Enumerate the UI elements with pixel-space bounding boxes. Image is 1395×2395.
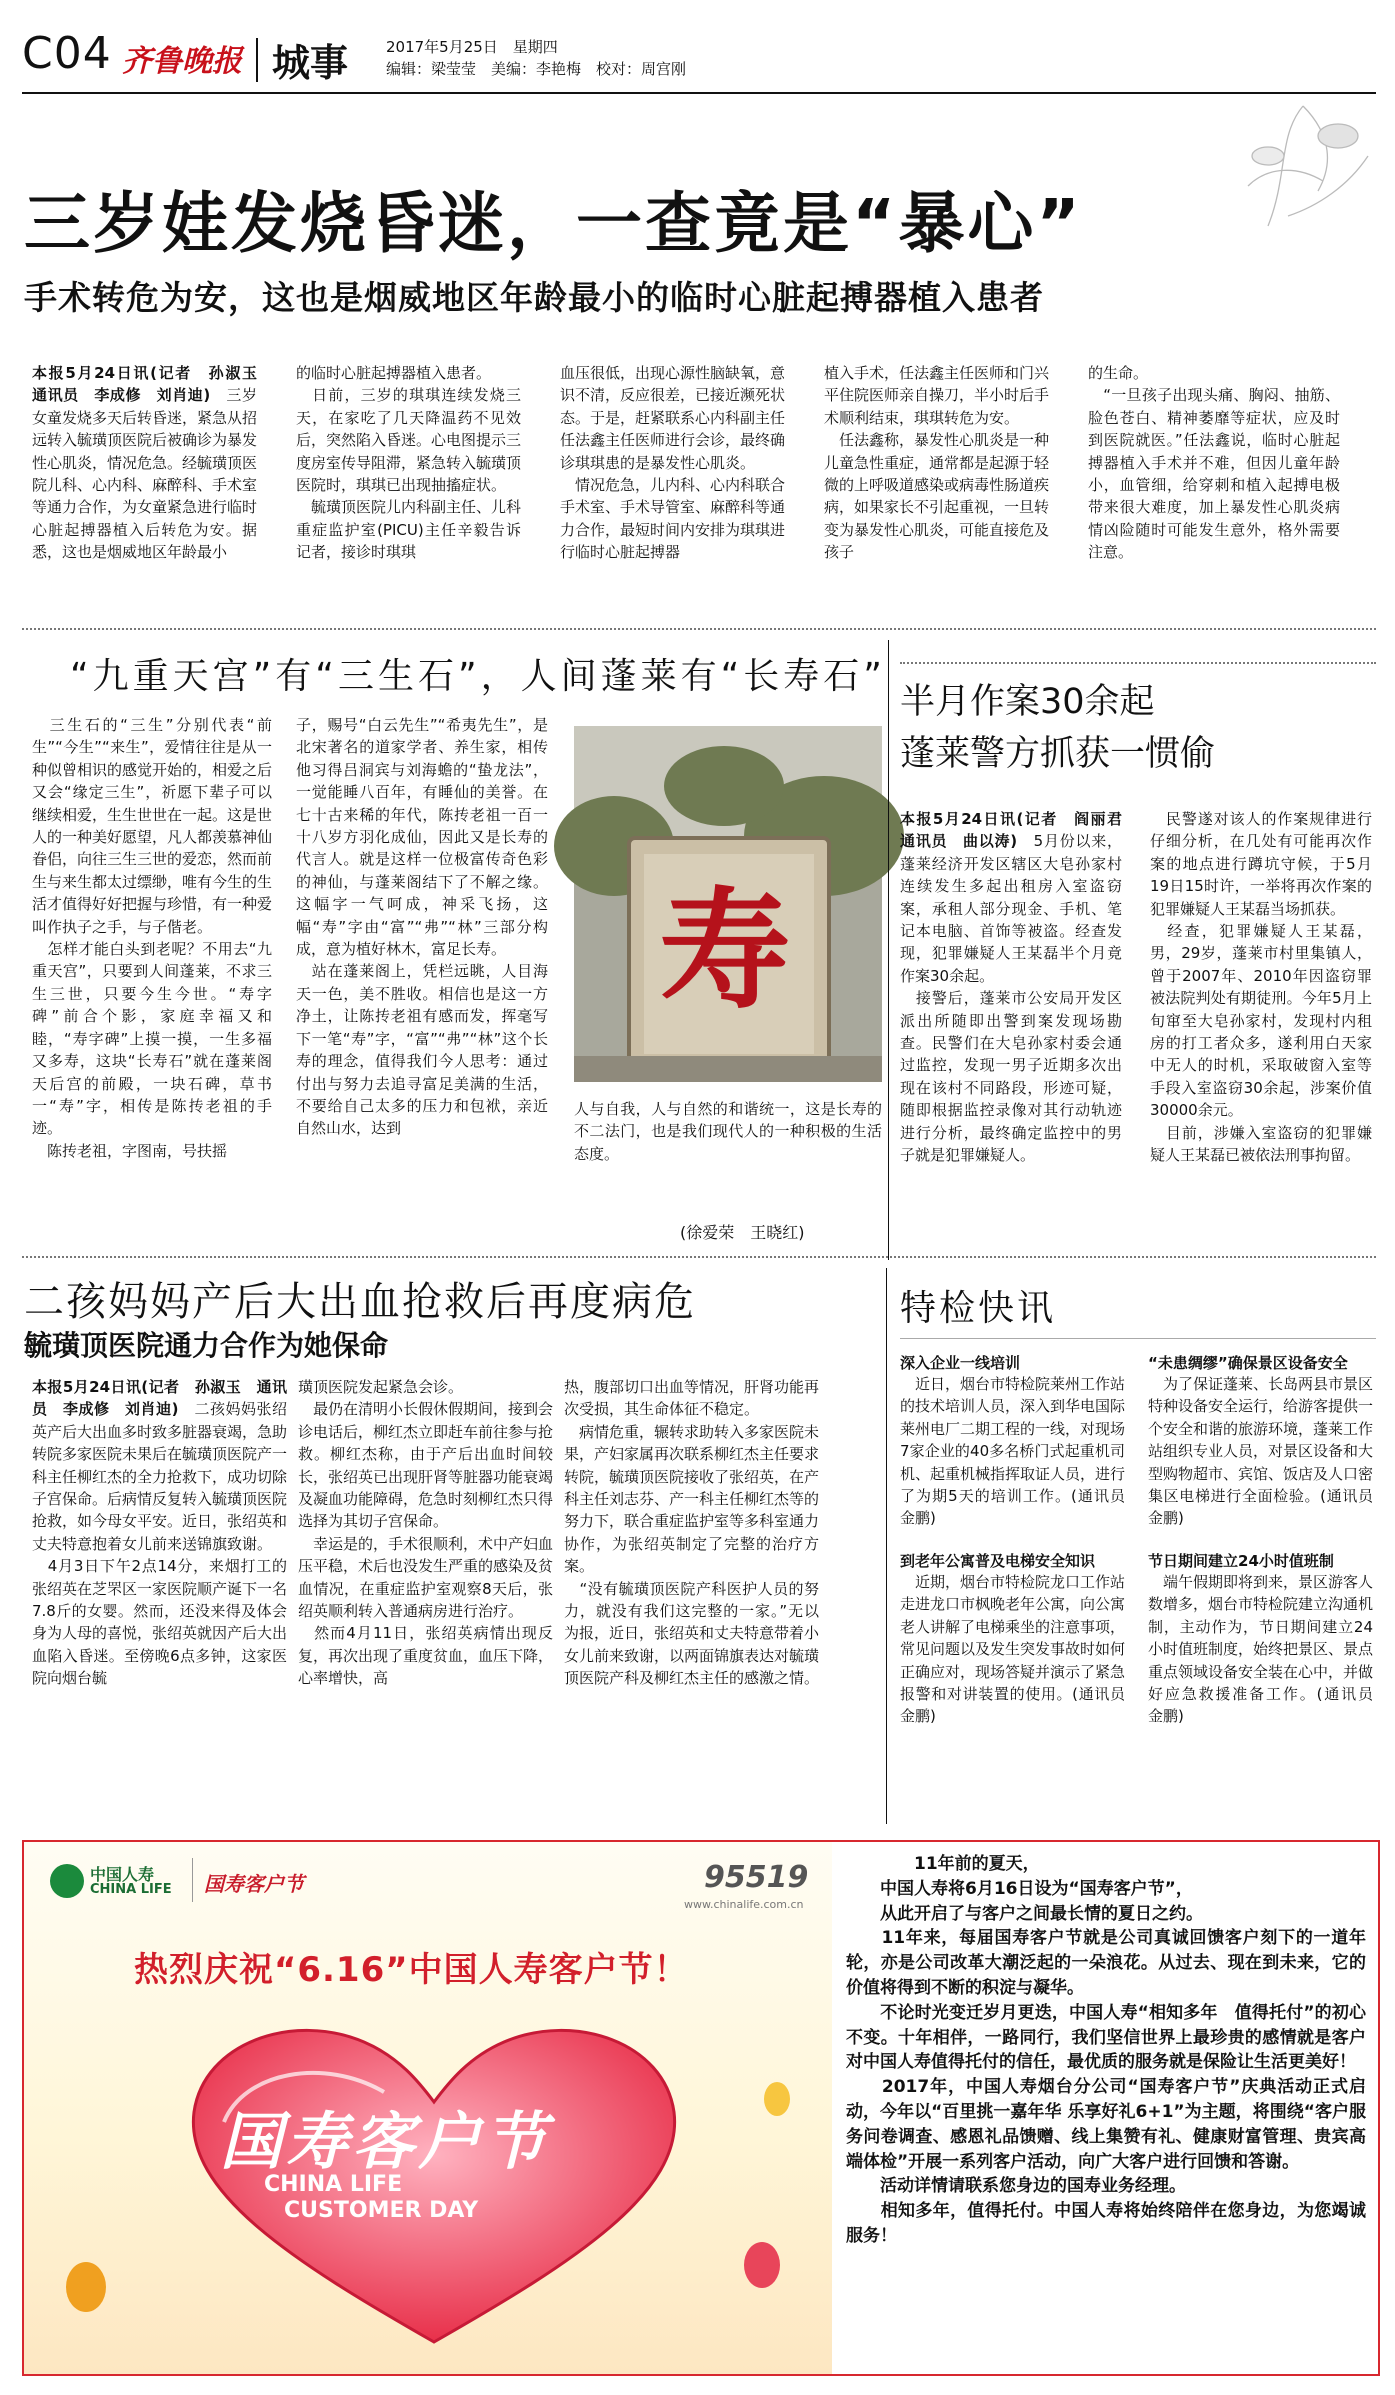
header-divider xyxy=(256,38,258,82)
briefs-item-2 xyxy=(900,1550,1141,1791)
section-name: 城事 xyxy=(272,41,349,85)
article3-col1 xyxy=(900,808,1138,1248)
article4-byline: 本报5月24日讯(记者 孙淑玉 通讯员 李成修 刘肖迪) xyxy=(32,1378,287,1419)
article4-col2: 璜顶医院发起紧急会诊。 最仍在清明小长假休假期间，接到会诊电话后，柳红杰立即赶车前往参与抢救。柳红杰称，由于产后出血时间较长，张绍英已出现肝肾等脏器功能衰竭及凝血功能障碍，危急时刻柳红杰只得选择为其切子宫保命。 幸运是的，手术很顺利，术中产妇血压平稳，术后也没发生严重的感染及贫血情况，在重症监护室观察8天后，张绍英顺利转入普通病房进行治疗。 然而4月11日，张绍英病情出现反复，再次出现了重度贫血，血压下降，心率增快，高 xyxy=(298,1378,554,1688)
china-life-logo-icon xyxy=(50,1864,84,1898)
article1-divider xyxy=(22,628,1376,630)
brief-title-2: 到老年公寓普及电梯安全知识 xyxy=(900,1552,1096,1570)
ad-graphic-panel xyxy=(24,1842,832,2374)
article1-byline: 本报5月24日讯(记者 孙淑玉 通讯员 李成修 刘肖迪) xyxy=(32,364,273,405)
ad-website: www.chinalife.com.cn xyxy=(684,1898,804,1911)
article3-top-rule xyxy=(900,662,1376,664)
ad-hotline: 95519 xyxy=(704,1860,809,1895)
article4-headline: 二孩妈妈产后大出血抢救后再度病危 xyxy=(24,1279,696,1325)
article4-col1 xyxy=(32,1376,287,1806)
brief-title-1: 深入企业一线培训 xyxy=(900,1354,1021,1372)
article4-col1-text: 二孩妈妈张绍英产后大出血多时致多脏器衰竭，急助转院多家医院未果后在毓璜顶医院产一科主任柳红杰的全力抢救下，成功切除子宫保命。后病情反复转入毓璜顶医院抢救，如今母女平安。近日，张绍英和丈夫特意抱着女儿前来送锦旗致谢。 4月3日下午2点14分，来烟打工的张绍英在芝罘区一家医院顺产诞下一名7.8斤的女婴。然而，还没来得及体会身为人母的喜悦，张绍英就因产后大出血陷入昏迷。至傍晚6点多钟，这家医院向烟台毓 xyxy=(32,1400,288,1688)
article3-byline: 本报5月24日讯(记者 阎丽君 通讯员 曲以涛) xyxy=(900,810,1138,851)
ad-fest-small: 国寿客户节 xyxy=(204,1872,304,1896)
article1-subheadline: 手术转危为安，这也是烟威地区年龄最小的临时心脏起搏器植入患者 xyxy=(24,278,1044,317)
article1-col2: 的临时心脏起搏器植入患者。 日前，三岁的琪琪连续发烧三天，在家吃了几天降温药不见效后，突然陷入昏迷。心电图提示三度房室传导阻滞，紧急转入毓璜顶医院时，琪琪已出现抽搐症状。 毓璜顶医院儿内科副主任、儿科重症监护室(PICU)主任辛毅告诉记者，接诊时琪琪 xyxy=(296,364,522,562)
brief-title-3: “未患绸缪”确保景区设备安全 xyxy=(1148,1354,1348,1372)
article1-col5: 的生命。 “一旦孩子出现头痛、胸闷、抽筋、脸色苍白、精神萎靡等症状，应及时到医院就医。”任法鑫说，临时心脏起搏器植入手术并不难，但因儿童年龄小，血管细，给穿刺和植入起搏电极带来很大难度，加上暴发性心肌炎病情凶险随时可能发生意外，格外需要注意。 xyxy=(1088,364,1340,562)
article1-headline: 三岁娃发烧昏迷，一查竟是“暴心” xyxy=(24,185,1083,262)
stone-character: 寿 xyxy=(660,874,791,1027)
ad-brand-en: CHINA LIFE xyxy=(90,1882,172,1897)
article2-col2: 子，赐号“白云先生”“希夷先生”，是北宋著名的道家学者、养生家，相传他习得吕洞宾与刘海蟾的“蛰龙法”，一觉能睡八百年，有睡仙的美誉。在七十古来稀的年代，陈抟老祖一百一十八岁方羽化成仙，因此又是长寿的代言人。就是这样一位极富传奇色彩的神仙，与蓬莱阁结下了不解之缘。这幅字一气呵成，神采飞扬，这幅“寿”字由“富”“弗”“林”三部分构成，意为植好林木，富足长寿。 站在蓬莱阁上，凭栏远眺，人目海天一色，美不胜收。相信也是这一方净土，让陈抟老祖有感而发，挥毫写下一笔“寿”字，“富”“弗”“林”这个长寿的理念，值得我们今人思考：通过付出与努力去追寻富足美满的生活，不要给自己太多的压力和包袱，亲近自然山水，达到 xyxy=(296,716,548,1138)
briefs-item-3 xyxy=(1148,1352,1389,1541)
article3-headline: 半月作案30余起 蓬莱警方抓获一惯偷 xyxy=(900,682,1216,774)
article5-rule xyxy=(900,1338,1376,1339)
article2-credit: (徐爱荣 王晓红) xyxy=(680,1223,805,1242)
article2-col1: 三生石的“三生”分别代表“前生”“今生”“来生”，爱情往往是从一种似曾相识的感觉开始的，相爱之后又会“缘定三生”，祈愿下辈子可以继续相爱，生生世世在一起。这是世人的一种美好愿望，凡人都羡慕神仙眷侣，向往三生三世的爱恋，然而前生与来生都太过缥缈，唯有今生的生活才值得好好把握与珍惜，有一种爱叫作执子之手，与子偕老。 怎样才能白头到老呢？不用去“九重天宫”，只要到人间蓬莱，不求三生三世，只要今生今世。“寿字碑”前合个影，家庭幸福又和睦，“寿字碑”上摸一摸，一生多福又多寿，这块“长寿石”就在蓬莱阁天后宫的前殿，一块石碑，草书一“寿”字，相传是陈抟老祖的手迹。 陈抟老祖，字图南，号扶摇 xyxy=(32,716,273,1160)
article3-col1-text: 5月份以来，蓬莱经济开发区辖区大皂孙家村连续发生多起出租房入室盗窃案，承租人部分现金、手机、笔记本电脑、首饰等被盗。经查发现，犯罪嫌疑人王某磊半个月竟作案30余起。 接警后，蓬莱市公安局开发区派出所随即出警到案发现场勘查。民警们在大皂孙家村委会通过监控，发现一男子近期多次出现在该村不同路段，形迹可疑，随即根据监控录像对其行动轨迹进行分析，最终确定监控中的男子就是犯罪嫌疑人。 xyxy=(900,832,1122,1165)
balloon-icon xyxy=(764,2082,790,2116)
article3-col2: 民警遂对该人的作案规律进行仔细分析，在几处有可能再次作案的地点进行蹲坑守候，于5月19日15时许，一举将再次作案的犯罪嫌疑人王某磊当场抓获。 经查，犯罪嫌疑人王某磊，男，29岁，蓬莱市村里集镇人，曾于2007年、2010年因盗窃罪被法院判处有期徒刑。今年5月上旬窜至大皂孙家村，发现村内租房的打工者众多，遂利用白天家中无人的时机，采取破窗入室等手段入室盗窃30余起，涉案价值30000余元。 目前，涉嫌入室盗窃的犯罪嫌疑人王某磊已被依法刑事拘留。 xyxy=(1150,810,1372,1165)
ad-body-text: 11年前的夏天， 中国人寿将6月16日设为“国寿客户节”， 从此开启了与客户之间最长情的夏日之约。 11年来，每届国寿客户节就是公司真诚回馈客户刻下的一道年轮，亦是公司改革大潮泛起的一朵浪花。从过去、现在到未来，它的价值将得到不断的积淀与凝华。 不论时光变迁岁月更迭，中国人寿“相知多年 值得托付”的初心不变。十年相伴，一路同行，我们坚信世界上最珍贵的感情就是客户对中国人寿值得托付的信任，最优质的服务就是保险让生活更美好！ 2017年，中国人寿烟台分公司“国寿客户节”庆典活动正式启动，今年以“百里挑一嘉年华 乐享好礼6+1”为主题，将围绕“客户服务问卷调查、感恩礼品馈赠、线上集赞有礼、健康财富管理、贵宾高端体检”开展一系列客户活动，向广大客户进行回馈和答谢。 活动详情请联系您身边的国寿业务经理。 相知多年，值得托付。中国人寿将始终陪伴在您身边，为您竭诚服务！ xyxy=(846,1854,1366,2246)
briefs-item-1 xyxy=(900,1352,1141,1541)
article2-headline: “九重天宫”有“三生石”，人间蓬莱有“长寿石” xyxy=(70,656,886,697)
ad-fest-en2: CUSTOMER DAY xyxy=(284,2198,479,2223)
article4-col3: 热，腹部切口出血等情况，肝肾功能再次受损，其生命体征不稳定。 病情危重，辗转求助转入多家医院未果，产妇家属再次联系柳红杰主任要求转院，毓璜顶医院接收了张绍英，在产科主任刘志芬、产一科主任柳红杰等的努力下，联合重症监护室等多科室通力协作，为张绍英制定了完整的治疗方案。 “没有毓璜顶医院产科医护人员的努力，就没有我们这完整的一家。”无以为报，近日，张绍英和丈夫特意带着小女儿前来致谢，以两面锦旗表达对毓璜顶医院产科及柳红杰主任的感激之情。 xyxy=(564,1378,820,1688)
brief-body-1: 近日，烟台市特检院莱州工作站的技术培训人员，深入到华电国际莱州电厂二期工程的一线，对现场7家企业的40多名桥门式起重机司机、起重机械指挥取证人员，进行了为期5天的培训工作。(通讯员 金鹏) xyxy=(900,1375,1141,1528)
column-divider-2 xyxy=(886,1268,887,1824)
article4-subheadline: 毓璜顶医院通力合作为她保命 xyxy=(24,1329,389,1362)
newspaper-logo: 齐鲁晚报 xyxy=(122,44,242,79)
article1-col1-text: 三岁女童发烧多天后转昏迷，紧急从招远转入毓璜顶医院后被确诊为暴发性心肌炎，情况危急。经毓璜顶医院儿科、心内科、麻醉科、手术室等通力合作，为女童紧急进行临时心脏起搏器植入后转危为安。据悉，这也是烟威地区年龄最小 xyxy=(32,386,258,562)
ad-brand-cn: 中国人寿 xyxy=(90,1865,155,1884)
brief-body-2: 近期，烟台市特检院龙口工作站走进龙口市枫晚老年公寓，向公寓老人讲解了电梯乘坐的注意事项，常见问题以及发生突发事故时如何正确应对，现场答疑并演示了紧急报警和对讲装置的使用。(通讯员 金鹏) xyxy=(900,1573,1141,1726)
article2-divider xyxy=(22,1256,1376,1258)
ad-banner: 热烈庆祝“6.16”中国人寿客户节！ xyxy=(134,1950,689,1990)
article5-headline: 特检快讯 xyxy=(900,1288,1057,1329)
ad-fest-en1: CHINA LIFE xyxy=(264,2172,403,2197)
article2-col3: 人与自我，人与自然的和谐统一，这是长寿的不二法门，也是我们现代人的一种积极的生活态度。 xyxy=(574,1100,882,1163)
editor-credits: 编辑：梁莹莹 美编：李艳梅 校对：周宫刚 xyxy=(386,60,687,78)
brief-title-4: 节日期间建立24小时值班制 xyxy=(1148,1552,1334,1570)
ad-logo-divider xyxy=(192,1858,193,1902)
article1-col4: 植入手术，任法鑫主任医师和门兴平住院医师亲自操刀，半小时后手术顺利结束，琪琪转危为安。 任法鑫称，暴发性心肌炎是一种儿童急性重症，通常都是起源于轻微的上呼吸道感染或病毒性肠道疾病，如果家长不引起重视，一旦转变为暴发性心肌炎，可能直接危及孩子 xyxy=(824,364,1050,562)
issue-date: 2017年5月25日 星期四 xyxy=(386,38,558,56)
brief-body-3: 为了保证蓬莱、长岛两县市景区特种设备安全运行，给游客提供一个安全和谐的旅游环境，蓬莱工作站组织专业人员，对景区设备和大型购物超市、宾馆、饭店及人口密集区电梯进行全面检验。(通讯员 金鹏) xyxy=(1148,1375,1389,1528)
brief-body-4: 端午假期即将到来，景区游客人数增多，烟台市特检院建立沟通机制，主动作为，节日期间建立24小时值班制度，始终把景区、景点重点领域设备安全装在心中，并做好应急救援准备工作。(通讯员 金鹏) xyxy=(1148,1573,1389,1726)
lotus-decoration xyxy=(1228,96,1378,246)
balloon-icon xyxy=(744,2242,780,2288)
page-number: C04 xyxy=(22,28,112,79)
heart-icon xyxy=(174,2002,694,2362)
column-divider xyxy=(888,640,889,1260)
ad-fest-big: 国寿客户节 xyxy=(220,2105,551,2178)
longevity-stone-photo xyxy=(574,726,882,1082)
briefs-item-4 xyxy=(1148,1550,1389,1791)
balloon-icon xyxy=(66,2262,106,2312)
article1-col1 xyxy=(32,362,273,617)
article1-col3: 血压很低，出现心源性脑缺氧，意识不清，反应很差，已接近濒死状态。于是，赶紧联系心内科副主任任法鑫主任医师进行会诊，最终确诊琪琪患的是暴发性心肌炎。 情况危急，儿内科、心内科联合手术室、手术导管室、麻醉科等通力合作，最短时间内安排为琪琪进行临时心脏起搏器 xyxy=(560,364,786,562)
advertisement xyxy=(22,1840,1380,2376)
header-rule xyxy=(22,92,1376,94)
